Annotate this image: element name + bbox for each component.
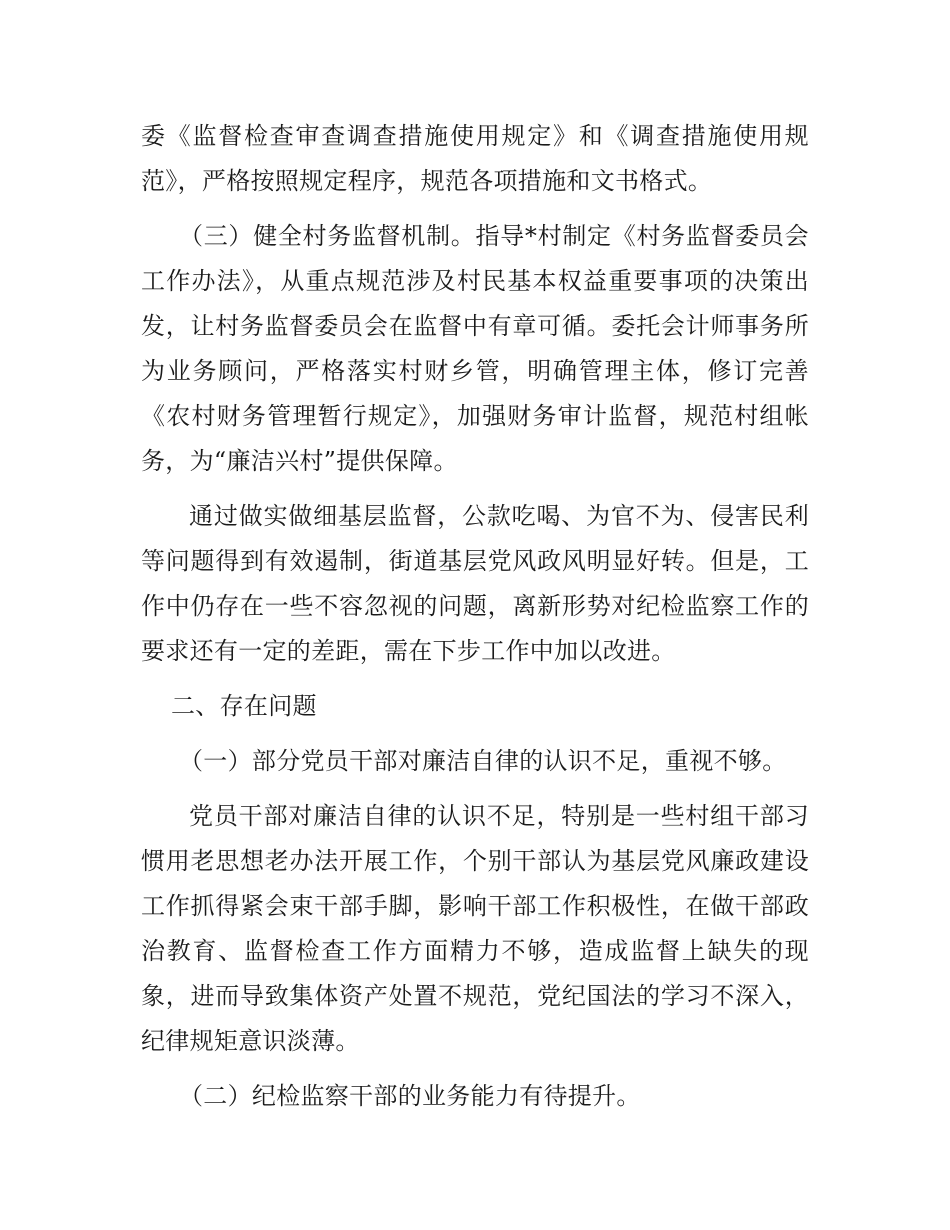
paragraph-problem-one: 党员干部对廉洁自律的认识不足，特别是一些村组干部习惯用老思想老办法开展工作，个别干部认为基层党风廉政建设工作抓得紧会束干部手脚，影响干部工作积极性，在做干部政治教育、监督检查工作方面精力不够，造成监督上缺失的现象，进而导致集体资产处置不规范，党纪国法的学习不深入，纪律规矩意识淡薄。	[141, 802, 809, 1055]
subheading-problem-two: （二）纪检监察干部的业务能力有待提升。	[179, 1082, 641, 1110]
paragraph-village-supervision: （三）健全村务监督机制。指导*村制定《村务监督委员会工作办法》，从重点规范涉及村民基本权益重要事项的决策出发，让村务监督委员会在监督中有章可循。委托会计师事务所为业务顾问，严格落实村财乡管，明确管理主体，修订完善《农村财务管理暂行规定》，加强财务审计监督，规范村组帐务，为“廉洁兴村”提供保障。	[141, 222, 809, 475]
subheading-problem-one: （一）部分党员干部对廉洁自律的认识不足，重视不够。	[179, 747, 787, 775]
document-page	[141, 114, 809, 1129]
paragraph-summary: 通过做实做细基层监督，公款吃喝、为官不为、侵害民利等问题得到有效遏制，街道基层党风政风明显好转。但是，工作中仍存在一些不容忽视的问题，离新形势对纪检监察工作的要求还有一定的差距，需在下步工作中加以改进。	[141, 502, 809, 665]
section-heading-problems: 二、存在问题	[171, 692, 317, 720]
paragraph-continuation: 委《监督检查审查调查措施使用规定》和《调查措施使用规范》，严格按照规定程序，规范各项措施和文书格式。	[141, 122, 809, 195]
